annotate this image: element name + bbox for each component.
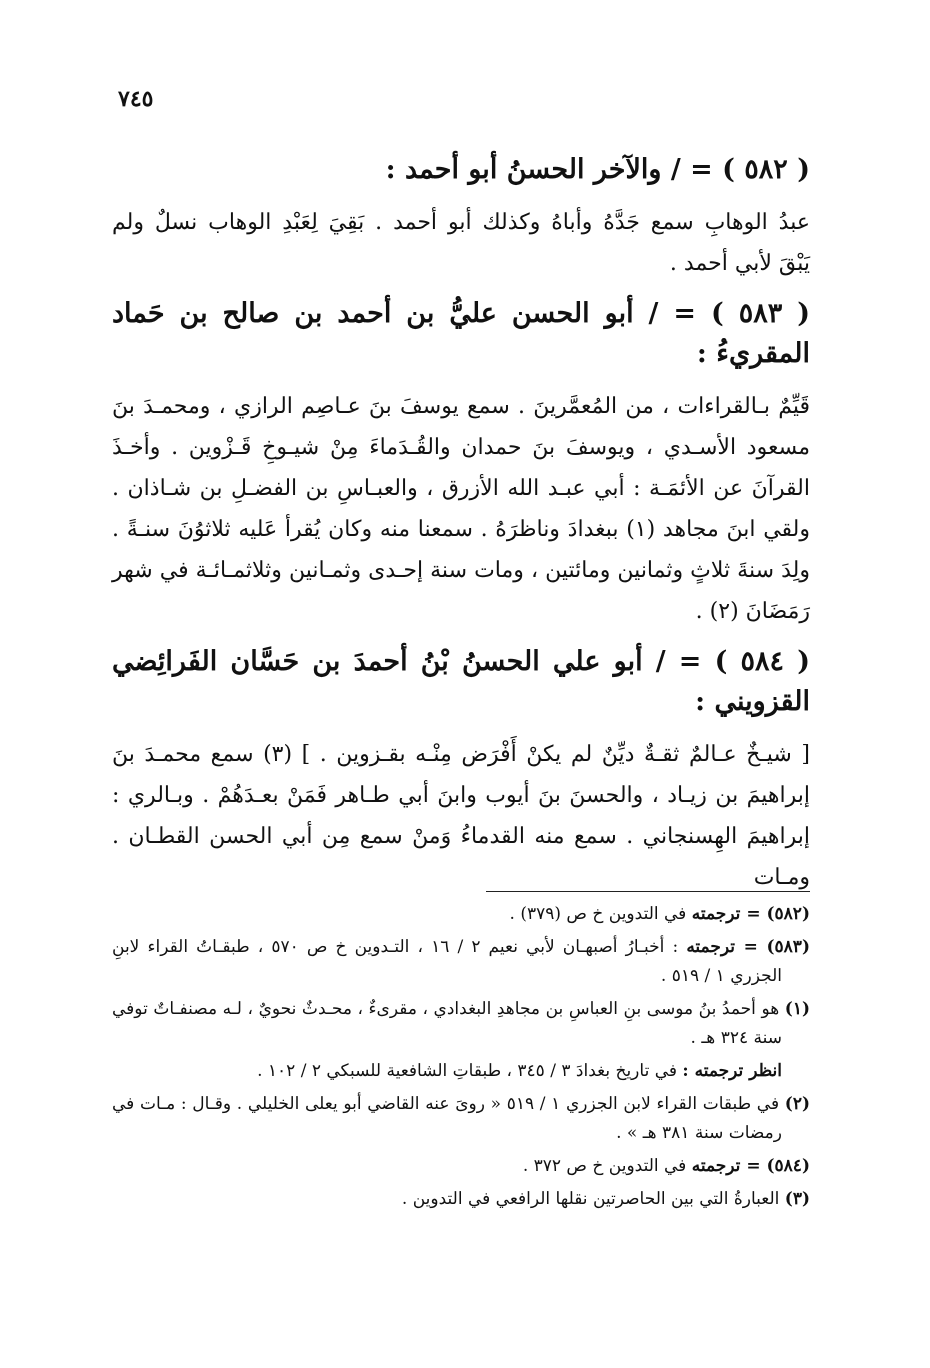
entry-paragraph: [112, 202, 810, 284]
footnote-line: [112, 995, 810, 1024]
footnote-text: في التدوين خ ص ٣٧٢ .: [522, 1156, 687, 1176]
footnote-label: انظر ترجمته :: [682, 1061, 782, 1081]
entry-583: [112, 294, 810, 632]
entry-584: [112, 642, 810, 898]
footnote-line: [112, 1185, 810, 1214]
footnote-2: [112, 1090, 810, 1148]
text-line: قَيِّمٌ بـالقراءات ، من المُعمَّرينَ . سمع يوسفَ بنَ عـاصِم الرازي ، ومحمـدَ بنَ: [112, 394, 810, 419]
footnote-separator: [486, 891, 810, 892]
entry-paragraph: [112, 734, 810, 898]
footnote-text: هو أحمدُ بنُ موسى بنِ العباسِ بن مجاهدِ البغدادي ، مقرىءٌ ، محـدثٌ نحويٌ ، لـه مصنفـاتٌ توفي: [112, 999, 780, 1019]
footnote-see-also: [112, 1057, 810, 1086]
text-line: القرآنَ عن الأئمَـة : أبي عبـد الله الأزرق ، والعبـاسِ بن الفضـلِ بن شـاذان .: [112, 476, 810, 501]
footnote-line: [112, 1152, 810, 1181]
footnotes: [112, 900, 810, 1218]
footnote-line: [112, 1090, 810, 1119]
footnote-text: العبارةُ التي بين الحاصرتين نقلها الرافعي في التدوين .: [401, 1189, 780, 1209]
footnote-label: (٥٨٢) = ترجمته: [691, 904, 810, 924]
text-line: إبراهيمَ بن زيـاد ، والحسنَ بنَ أيوب وابنَ أبي طـاهر فَمَنْ بعـدَهُمْ . وبـالري :: [112, 783, 810, 808]
footnote-583: [112, 933, 810, 991]
footnote-text: في طبقات القراء لابن الجزري ١ / ٥١٩ « روىَ عنه القاضي أبو يعلى الخليلي . وقـال : مـات في: [112, 1094, 780, 1114]
footnote-1: [112, 995, 810, 1053]
entry-heading: ( ٥٨٣ ) = / أبو الحسن عليُّ بن أحمد بن صالح بن حَماد المقريءُ :: [112, 298, 810, 369]
footnote-label: (٣): [784, 1189, 810, 1209]
footnote-line: [112, 933, 810, 962]
footnote-3: [112, 1185, 810, 1214]
footnote-582: [112, 900, 810, 929]
footnote-text: في تاريخ بغدادَ ٣ / ٣٤٥ ، طبقاتِ الشافعية للسبكي ٢ / ١٠٢ .: [257, 1061, 677, 1081]
footnote-text: : أخبـارُ أصبهـان لأبي نعيم ٢ / ١٦ ، التـدوين خ ص ٥٧٠ ، طبقـاتُ القراء لابنِ: [112, 937, 679, 957]
footnote-line: سنة ٣٢٤ هـ .: [690, 1028, 782, 1048]
footnote-line: [112, 900, 810, 929]
footnote-line: رمضات سنة ٣٨١ هـ » .: [616, 1123, 782, 1143]
entry-heading: ( ٥٨٢ ) = / والآخر الحسنُ أبو أحمد :: [385, 154, 810, 185]
entry-heading: ( ٥٨٤ ) = / أبو علي الحسنُ بْنُ أحمدَ بن حَسَّان الفَرائِضي القزويني :: [112, 646, 810, 717]
footnote-line: الجزري ١ / ٥١٩ .: [660, 966, 782, 986]
text-line: عبدُ الوهابِ سمع جَدَّهُ وأباهُ وكذلك أبو أحمد . بَقِيَ لِعَبْدِ الوهاب نسلٌ ولم: [112, 210, 810, 235]
footnote-label: (١): [784, 999, 811, 1019]
page-number: ٧٤٥: [118, 86, 154, 112]
footnote-line: [112, 1057, 810, 1086]
text-line: يَبْقَ لأبي أحمد .: [669, 251, 810, 276]
entry-paragraph: [112, 386, 810, 632]
footnote-label: (٥٨٣) = ترجمته: [686, 937, 810, 957]
footnote-label: (٥٨٤) = ترجمته: [691, 1156, 810, 1176]
text-line: [ شيـخٌ عـالمٌ ثقـةٌ ديِّنٌ لم يكنْ أَفْرَض مِنْـه بقـزوين . ] (٣) سمع محمـدَ بنَ: [112, 742, 810, 767]
text-line: مسعود الأسـدي ، ويوسفَ بنَ حمدان والقُـدَماءَ مِنْ شيـوخِ قَـزْوين . وأخـذَ: [112, 435, 810, 460]
text-line: رَمَضَانَ (٢) .: [695, 599, 810, 624]
text-line: ولقي ابنَ مجاهد (١) ببغدادَ وناظرَهُ . سمعنا منه وكان يُقرأ عَليه ثلاثوُنَ سنـةً .: [112, 517, 810, 542]
entry-582: [112, 150, 810, 284]
footnote-584: [112, 1152, 810, 1181]
footnote-text: في التدوين خ ص (٣٧٩) .: [509, 904, 687, 924]
text-line: ولِدَ سنةَ ثلاثٍ وثمانين ومائتين ، ومات سنة إحـدى وثمـانين وثلاثمـائـة في شهر: [112, 558, 810, 583]
main-text: [112, 150, 810, 908]
text-line: إبراهيمَ الهِسنجاني . سمع منه القدماءُ وَمنْ سمع مِن أبي الحسن القطـان . ومـات: [112, 824, 810, 890]
footnote-label: (٢): [784, 1094, 811, 1114]
